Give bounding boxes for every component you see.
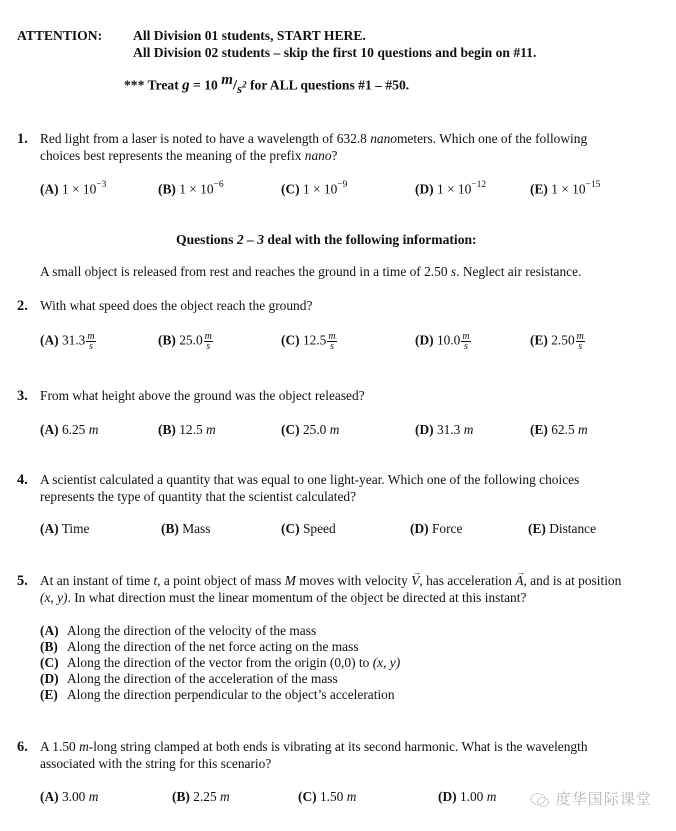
question-2-text: With what speed does the object reach the ground? <box>40 298 313 313</box>
attention-division-02: All Division 02 students – skip the first 10 questions and begin on #11. <box>133 45 537 60</box>
gravity-note: *** Treat g = 10 $m/s^2$ for ALL questions #1 – #50. <box>124 72 410 97</box>
q6-option-b[interactable]: (B) 2.25 m <box>172 789 230 804</box>
q3-option-b[interactable]: (B) 12.5 m <box>158 422 216 437</box>
q5-option-c[interactable]: (C) Along the direction of the vector from the origin (0,0) to (x, y) <box>40 655 401 670</box>
q2-option-a[interactable]: (A) 31.3 $\frac{m}{s}$ <box>40 331 95 352</box>
velocity-vector: → V <box>411 573 419 590</box>
q4-option-e[interactable]: (E) Distance <box>528 521 597 536</box>
question-2-number: 2. <box>17 298 28 314</box>
q5-option-e[interactable]: (E) Along the direction perpendicular to the object’s acceleration <box>40 687 395 702</box>
q3-option-e[interactable]: (E) 62.5 m <box>530 422 588 437</box>
g-variable: g <box>182 77 190 94</box>
q4-option-b[interactable]: (B) Mass <box>161 521 211 536</box>
watermark <box>530 788 652 809</box>
wechat-icon <box>530 792 550 808</box>
question-6-number: 6. <box>17 739 28 755</box>
q5-option-b[interactable]: (B) Along the direction of the net force acting on the mass <box>40 639 359 654</box>
question-5-number: 5. <box>17 573 28 589</box>
attention-label: ATTENTION: <box>17 28 103 43</box>
watermark-text: 度华国际课堂 <box>555 790 652 808</box>
q4-option-c[interactable]: (C) Speed <box>281 521 336 536</box>
question-4-text: A scientist calculated a quantity that was equal to one light-year. Which one of the following choices represents the type of quantity that the scientist calculated? <box>40 472 580 504</box>
q5-option-d[interactable]: (D) Along the direction of the acceleration of the mass <box>40 671 338 686</box>
q1-option-b[interactable]: (B) $1 \times 10^{-6}$ <box>158 180 224 197</box>
q4-option-d[interactable]: (D) Force <box>410 521 463 536</box>
q1-option-e[interactable]: (E) $1 \times 10^{-15}$ <box>530 180 601 197</box>
question-3-number: 3. <box>17 388 28 404</box>
q2-option-d[interactable]: (D) 10.0 $\frac{m}{s}$ <box>415 331 470 352</box>
q3-option-c[interactable]: (C) 25.0 m <box>281 422 340 437</box>
attention-division-01: All Division 01 students, START HERE. <box>133 28 366 43</box>
q6-option-c[interactable]: (C) 1.50 m <box>298 789 357 804</box>
q1-option-d[interactable]: (D) $1 \times 10^{-12}$ <box>415 180 487 197</box>
q1-option-a[interactable]: (A) $1 \times 10^{-3}$ <box>40 180 107 197</box>
question-1-text: Red light from a laser is noted to have a wavelength of 632.8 nanometers. Which one of the following choices best represents the meaning of the prefix nano? <box>40 131 588 163</box>
question-3-text: From what height above the ground was the object released? <box>40 388 365 403</box>
section-info-text: A small object is released from rest and reaches the ground in a time of 2.50 s. Neglect air resistance. <box>40 264 582 279</box>
q3-option-a[interactable]: (A) 6.25 m <box>40 422 99 437</box>
q5-option-a[interactable]: (A) Along the direction of the velocity of the mass <box>40 623 317 638</box>
question-6-text: A 1.50 m-long string clamped at both ends is vibrating at its second harmonic. What is the wavelength associated with the string for this scenario? <box>40 739 588 771</box>
question-5-text: At an instant of time t, a point object of mass M moves with velocity → V, has acceleration → A, and is at position (x, y). In what direction must the linear momentum of the object be directed at this instant? <box>40 573 621 606</box>
q3-option-d[interactable]: (D) 31.3 m <box>415 422 474 437</box>
section-heading-q2-3: Questions 2 – 3 deal with the following information: <box>176 232 477 247</box>
acceleration-vector: → A <box>515 573 523 590</box>
q2-option-b[interactable]: (B) 25.0 $\frac{m}{s}$ <box>158 331 212 352</box>
q6-option-a[interactable]: (A) 3.00 m <box>40 789 99 804</box>
question-1-number: 1. <box>17 131 28 147</box>
q1-option-c[interactable]: (C) $1 \times 10^{-9}$ <box>281 180 348 197</box>
q2-option-e[interactable]: (E) 2.50 $\frac{m}{s}$ <box>530 331 584 352</box>
q4-option-a[interactable]: (A) Time <box>40 521 90 536</box>
q2-option-c[interactable]: (C) 12.5 $\frac{m}{s}$ <box>281 331 336 352</box>
q6-option-d[interactable]: (D) 1.00 m <box>438 789 497 804</box>
question-4-number: 4. <box>17 472 28 488</box>
